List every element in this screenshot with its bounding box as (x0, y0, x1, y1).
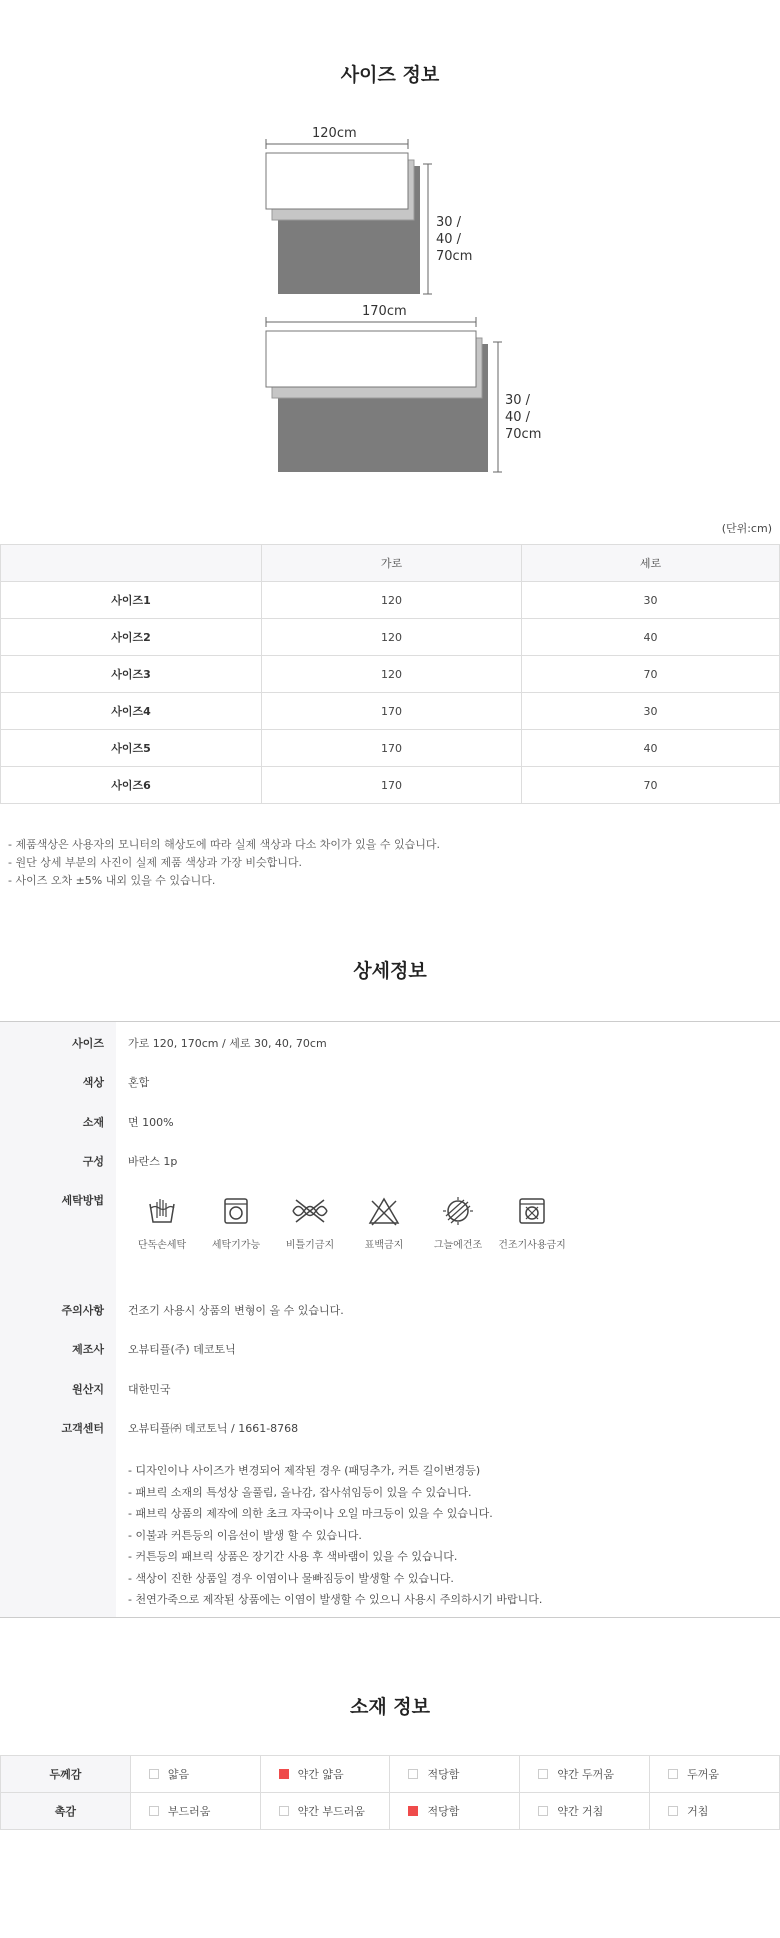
table-row (1, 619, 780, 656)
checkbox-icon (538, 1806, 548, 1816)
checkbox-icon (279, 1769, 289, 1779)
caution-line: - 천연가죽으로 제작된 상품에는 이염이 발생할 수 있으니 사용시 주의하시기 바랍니다. (128, 1593, 543, 1606)
caution-line: - 커튼등의 패브릭 상품은 장기간 사용 후 색바램이 있을 수 있습니다. (128, 1550, 458, 1563)
caution-line: - 색상이 진한 상품일 경우 이염이나 물빠짐등이 발생할 수 있습니다. (128, 1571, 454, 1585)
material-row-touch (1, 1793, 780, 1830)
wash-item (270, 1196, 350, 1251)
detail-value: 가로 120, 170cm / 세로 30, 40, 70cm (128, 1037, 327, 1050)
table-row (1, 730, 780, 767)
unit-label: (단위:cm) (721, 522, 772, 535)
wash-item (196, 1196, 276, 1251)
table-row (1, 582, 780, 619)
header-cell-height: 세로 (522, 545, 780, 582)
wash-label: 표백금지 (364, 1240, 404, 1251)
detail-label: 원산지 (72, 1383, 104, 1396)
material-option: 약간 두꺼움 (520, 1756, 650, 1793)
material-table (0, 1755, 780, 1830)
cell-height: 70 (522, 656, 780, 693)
material-row-label: 두께감 (1, 1756, 131, 1793)
diagram-1-height-label: 30 / 40 / 70cm (436, 215, 473, 264)
wash-item (122, 1196, 202, 1251)
size-notes (8, 836, 440, 890)
caution-list (128, 1460, 542, 1611)
caution-line: - 디자인이나 사이즈가 변경되어 제작된 경우 (패딩추가, 커튼 길이변경등) (128, 1464, 481, 1477)
wash-label: 단독손세탁 (137, 1240, 187, 1251)
checkbox-icon (408, 1806, 418, 1816)
checkbox-icon (668, 1769, 678, 1779)
detail-label: 색상 (82, 1076, 104, 1089)
row-label: 사이즈2 (1, 619, 262, 656)
diagram-2-height-label: 30 / 40 / 70cm (505, 393, 542, 442)
row-label: 사이즈6 (1, 767, 262, 804)
caution-line: - 패브릭 상품의 제작에 의한 초크 자국이나 오일 마크등이 있을 수 있습니다. (128, 1507, 493, 1520)
cell-width: 120 (262, 656, 522, 693)
wash-label: 세탁기가능 (211, 1240, 261, 1251)
cell-width: 120 (262, 582, 522, 619)
cell-height: 40 (522, 619, 780, 656)
detail-label: 구성 (82, 1155, 104, 1168)
row-label: 사이즈5 (1, 730, 262, 767)
no-tumble-dry-icon (517, 1196, 547, 1226)
row-label: 사이즈3 (1, 656, 262, 693)
cell-height: 40 (522, 730, 780, 767)
shade-dry-icon (440, 1196, 476, 1226)
detail-label-column (0, 1022, 116, 1617)
no-wring-icon (290, 1196, 330, 1226)
detail-label: 사이즈 (72, 1037, 104, 1050)
detail-label: 소재 (82, 1116, 104, 1129)
detail-label: 세탁방법 (61, 1194, 104, 1207)
wash-label: 비틀기금지 (285, 1240, 335, 1251)
detail-value: 건조기 사용시 상품의 변형이 올 수 있습니다. (128, 1304, 344, 1317)
material-option: 부드러움 (130, 1793, 260, 1830)
detail-value: 오뷰티플(주) 데코토닉 (128, 1343, 236, 1356)
row-label: 사이즈1 (1, 582, 262, 619)
material-section-title: 소재 정보 (349, 1696, 431, 1718)
size-table (0, 544, 780, 804)
material-option: 적당함 (390, 1793, 520, 1830)
detail-section-title: 상세정보 (353, 960, 427, 982)
detail-value: 혼합 (128, 1076, 150, 1089)
note-line: - 원단 상세 부분의 사진이 실제 제품 색상과 가장 비슷합니다. (8, 856, 302, 869)
header-cell-width: 가로 (262, 545, 522, 582)
checkbox-icon (668, 1806, 678, 1816)
detail-label: 주의사항 (61, 1304, 104, 1317)
checkbox-icon (149, 1769, 159, 1779)
size-table-header (1, 545, 780, 582)
diagram-1-graphic (262, 130, 432, 300)
cell-width: 170 (262, 767, 522, 804)
wash-item (418, 1196, 498, 1251)
material-option: 약간 부드러움 (260, 1793, 390, 1830)
row-label: 사이즈4 (1, 693, 262, 730)
wash-item (344, 1196, 424, 1251)
checkbox-icon (408, 1769, 418, 1779)
detail-value: 바란스 1p (128, 1155, 178, 1168)
cell-height: 30 (522, 582, 780, 619)
table-row (1, 767, 780, 804)
cell-width: 170 (262, 693, 522, 730)
material-option: 얇음 (130, 1756, 260, 1793)
note-line: - 제품색상은 사용자의 모니터의 해상도에 따라 실제 색상과 다소 차이가 있을 수 있습니다. (8, 838, 440, 851)
note-line: - 사이즈 오차 ±5% 내외 있을 수 있습니다. (8, 874, 216, 887)
caution-line: - 패브릭 소재의 특성상 올풀림, 올나감, 잡사섞임등이 있을 수 있습니다. (128, 1485, 472, 1499)
hand-wash-icon (147, 1196, 177, 1226)
size-section-title: 사이즈 정보 (340, 64, 440, 86)
material-option: 거침 (650, 1793, 780, 1830)
material-option: 두꺼움 (650, 1756, 780, 1793)
cell-height: 30 (522, 693, 780, 730)
material-row-label: 촉감 (1, 1793, 131, 1830)
cell-height: 70 (522, 767, 780, 804)
checkbox-icon (149, 1806, 159, 1816)
material-option: 적당함 (390, 1756, 520, 1793)
material-option: 약간 얇음 (260, 1756, 390, 1793)
washing-machine-icon (221, 1196, 251, 1226)
diagram-2-graphic (262, 308, 502, 478)
no-bleach-icon (367, 1196, 401, 1226)
table-row (1, 656, 780, 693)
caution-line: - 이불과 커튼등의 이음선이 발생 할 수 있습니다. (128, 1528, 362, 1542)
detail-value: 면 100% (128, 1116, 174, 1129)
wash-label: 그늘에건조 (433, 1240, 483, 1251)
detail-value: 대한민국 (128, 1383, 171, 1396)
table-row (1, 693, 780, 730)
wash-label: 건조기사용금지 (498, 1240, 566, 1251)
cell-width: 170 (262, 730, 522, 767)
header-cell-empty (1, 545, 262, 582)
diagram-2-width-label: 170cm (362, 304, 407, 319)
cell-width: 120 (262, 619, 522, 656)
material-row-thickness (1, 1756, 780, 1793)
detail-label: 고객센터 (61, 1422, 104, 1435)
detail-value: 오뷰티플㈜ 데코토닉 / 1661-8768 (128, 1422, 299, 1435)
detail-label: 제조사 (72, 1343, 104, 1356)
material-option: 약간 거침 (520, 1793, 650, 1830)
checkbox-icon (538, 1769, 548, 1779)
checkbox-icon (279, 1806, 289, 1816)
wash-item (492, 1196, 572, 1251)
diagram-1-width-label: 120cm (312, 126, 357, 141)
